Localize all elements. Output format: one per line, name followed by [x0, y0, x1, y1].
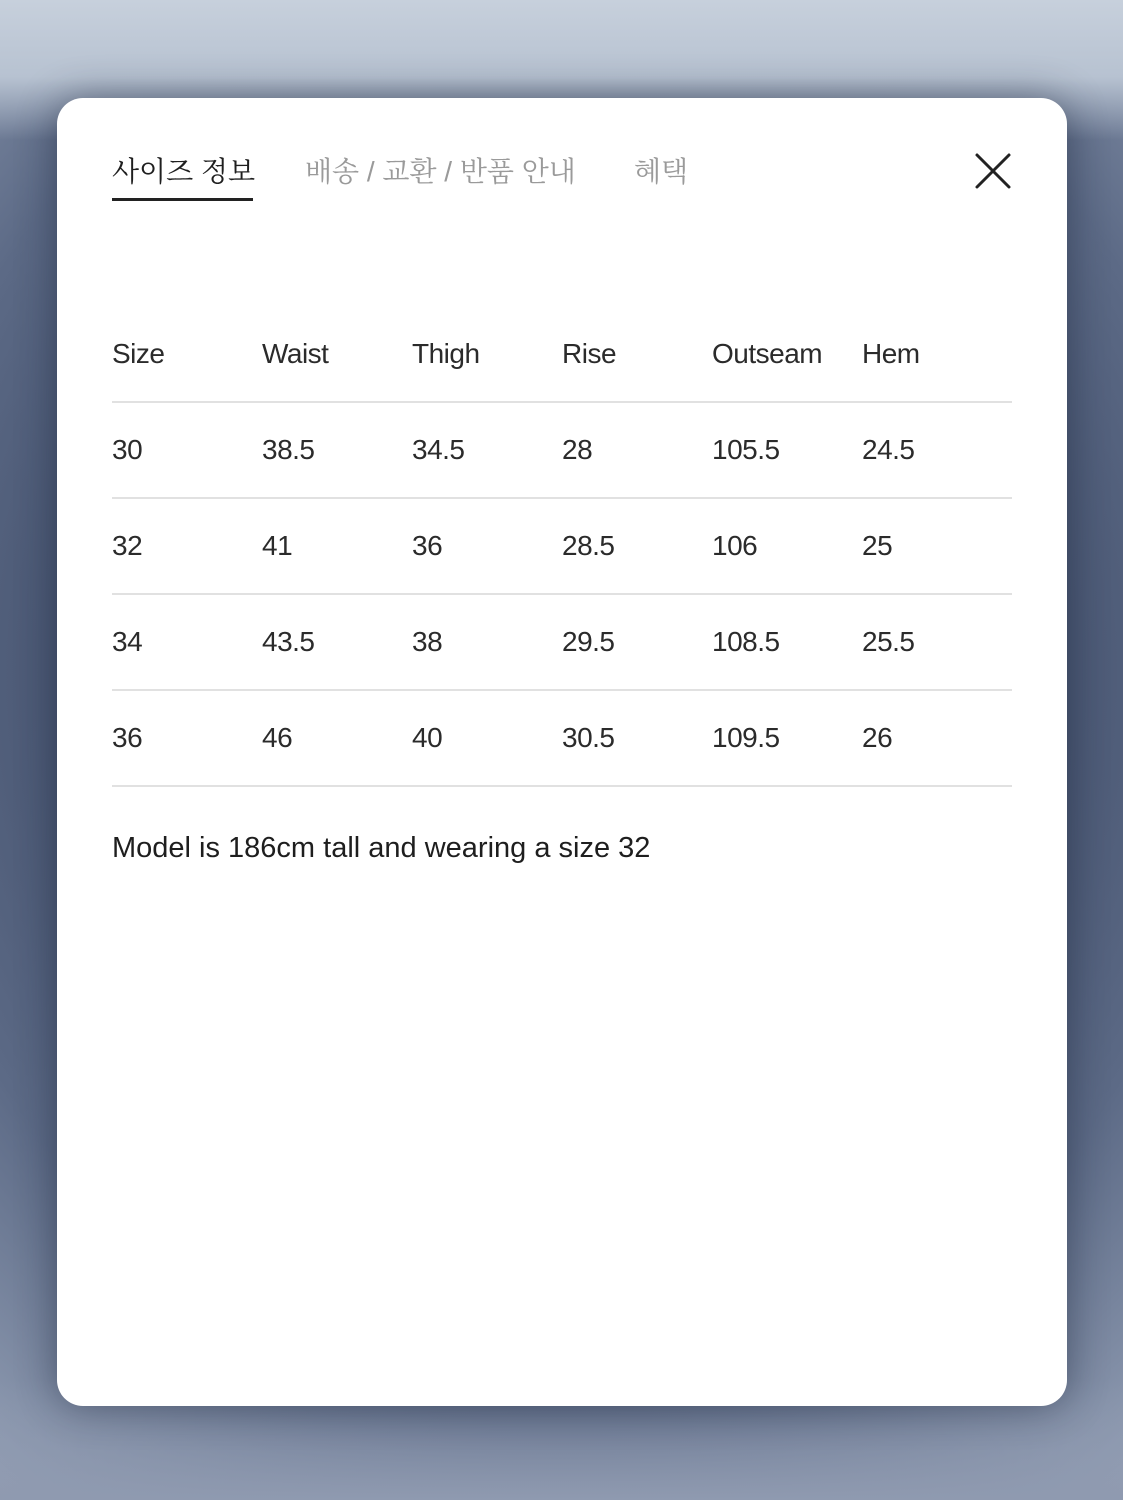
- tab-size-info[interactable]: [112, 150, 255, 194]
- cell-rise: 28.5: [562, 530, 615, 561]
- cell-outseam: 109.5: [712, 722, 780, 753]
- cell-waist: 38.5: [262, 434, 315, 465]
- cell-thigh: 36: [412, 530, 443, 561]
- cell-thigh: 34.5: [412, 434, 465, 465]
- column-header-hem: Hem: [862, 338, 920, 369]
- cell-thigh: 38: [412, 626, 443, 657]
- cell-rise: 28: [562, 434, 593, 465]
- cell-rise: 29.5: [562, 626, 615, 657]
- size-table: [112, 306, 1012, 787]
- column-header-rise: Rise: [562, 338, 617, 369]
- column-header-thigh: Thigh: [412, 338, 480, 369]
- close-button[interactable]: [974, 152, 1012, 190]
- cell-waist: 46: [262, 722, 293, 753]
- cell-hem: 25.5: [862, 626, 915, 657]
- cell-waist: 41: [262, 530, 293, 561]
- tab-shipping-label: 배송 / 교환 / 반품 안내: [305, 156, 576, 187]
- tab-benefits[interactable]: [634, 150, 688, 194]
- model-size-note: Model is 186cm tall and wearing a size 32: [112, 832, 651, 864]
- table-row: [112, 403, 1012, 499]
- cell-size: 32: [112, 530, 143, 561]
- cell-hem: 25: [862, 530, 893, 561]
- size-info-modal: [57, 98, 1067, 1406]
- cell-thigh: 40: [412, 722, 443, 753]
- cell-outseam: 105.5: [712, 434, 780, 465]
- cell-waist: 43.5: [262, 626, 315, 657]
- cell-size: 34: [112, 626, 143, 657]
- table-row: [112, 499, 1012, 595]
- cell-size: 30: [112, 434, 143, 465]
- tab-size-info-label: 사이즈 정보: [112, 156, 256, 187]
- column-header-waist: Waist: [262, 338, 329, 369]
- cell-hem: 24.5: [862, 434, 915, 465]
- tab-benefits-label: 혜택: [634, 156, 689, 187]
- cell-size: 36: [112, 722, 143, 753]
- column-header-size: Size: [112, 338, 165, 369]
- cell-hem: 26: [862, 722, 893, 753]
- tab-shipping-exchange-return[interactable]: [305, 150, 576, 194]
- table-header-row: [112, 306, 1012, 403]
- table-row: [112, 691, 1012, 787]
- cell-outseam: 106: [712, 530, 758, 561]
- cell-outseam: 108.5: [712, 626, 780, 657]
- cell-rise: 30.5: [562, 722, 615, 753]
- close-icon: [974, 152, 1012, 190]
- column-header-outseam: Outseam: [712, 338, 823, 369]
- table-row: [112, 595, 1012, 691]
- active-tab-underline: [112, 198, 253, 201]
